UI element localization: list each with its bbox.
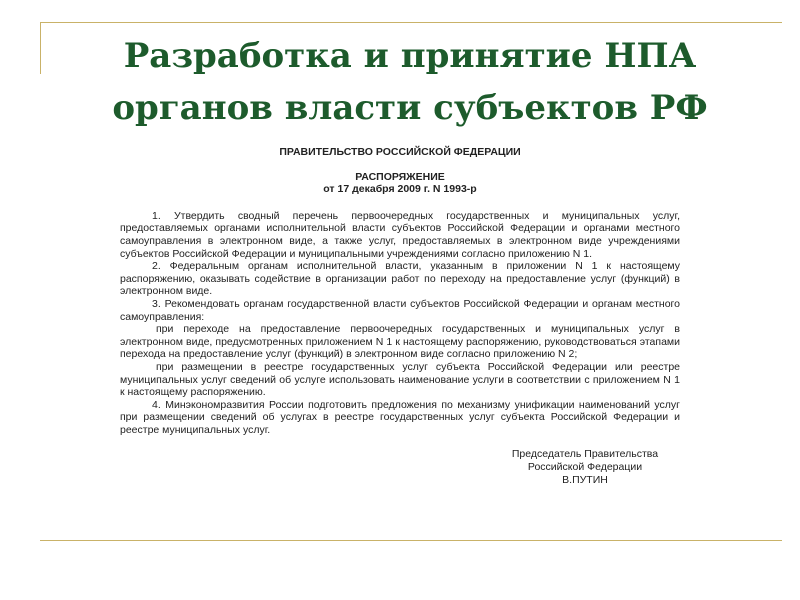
signature-body: Российской Федерации [527,461,643,474]
frame-bottom-rule [40,540,782,541]
slide-title-line-1: Разработка и принятие НПА [123,36,697,76]
document-paragraph-2: 2. Федеральным органам исполнительной власти, указанным в приложении N 1 к настоящему распоряжению, оказывать содействие в организации работ по переходу на предоставление услуг (функций) в электронном виде. [120,260,680,298]
document-signature [120,448,680,486]
document-paragraph-1: 1. Утвердить сводный перечень первоочередных государственных и муниципальных услуг, предоставляемых органами исполнительной власти субъектов Российской Федерации и органами местного самоуправления в электронном виде, а также услуг, предоставляемых в электронном виде учреждениями субъектов Российской Федерации и муниципальными учреждениями согласно приложению N 1. [120,209,680,260]
document-kind: РАСПОРЯЖЕНИЕ [355,170,445,183]
frame-top-rule [40,22,782,23]
signature-name: В.ПУТИН [562,473,608,486]
slide-title-line-2: органов власти субъектов РФ [112,88,708,128]
document-paragraph-4: 4. Минэкономразвития России подготовить предложения по механизму унификации наименований услуг при размещении сведений об услугах в реестре государственных услуг субъекта Российской Федерации и реестре муниципальных услуг. [120,398,680,436]
document-paragraph-3: 3. Рекомендовать органам государственной власти субъектов Российской Федерации и органам местного самоуправления: [120,297,680,323]
frame-left-rule [40,22,41,74]
slide-title [60,30,760,134]
document-date-number: от 17 декабря 2009 г. N 1993-р [323,183,477,196]
document-organization: ПРАВИТЕЛЬСТВО РОССИЙСКОЙ ФЕДЕРАЦИИ [279,146,521,158]
document-scan [120,146,680,486]
document-paragraph-3b: при размещении в реестре государственных услуг субъекта Российской Федерации или реестре муниципальных услуг сведений об услуге использовать наименование услуги в соответствии с приложением N 1 к настоящему распоряжению. [120,360,680,399]
document-paragraph-3a: при переходе на предоставление первоочередных государственных и муниципальных услуг в электронном виде, предусмотренных приложением N 1 к настоящему распоряжению, руководствоваться этапами перехода на предоставление услуг (функций) в электронном виде согласно приложению N 2; [120,323,680,361]
signature-position: Председатель Правительства [511,448,659,461]
